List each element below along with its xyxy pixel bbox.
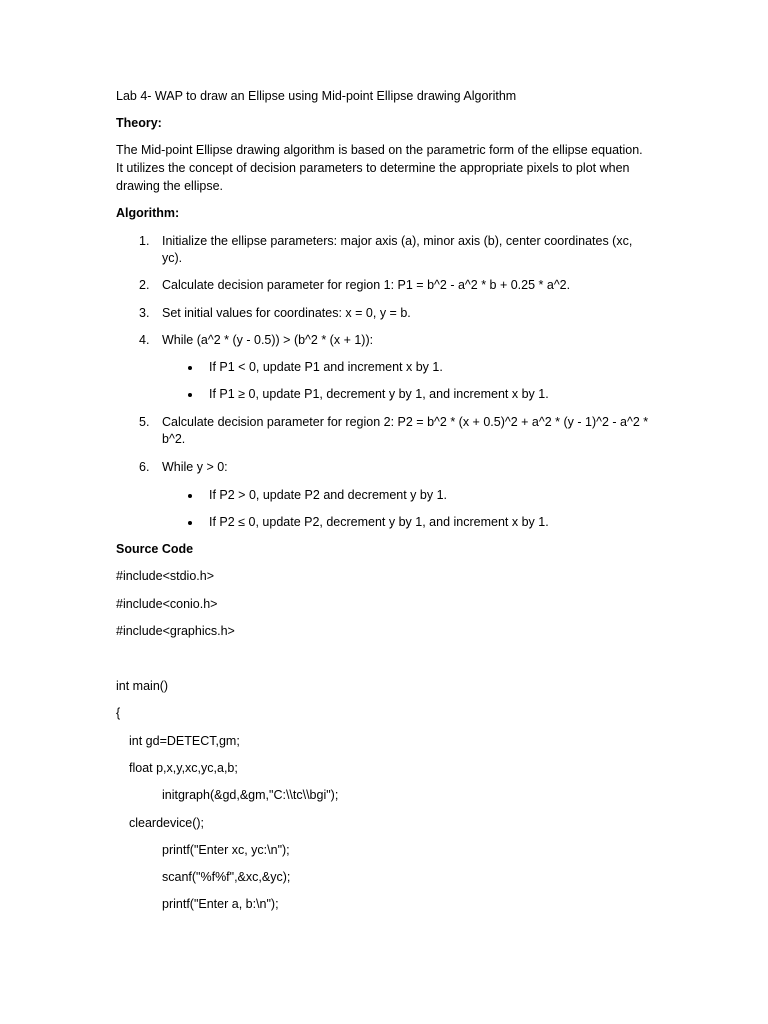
step-number: 5. — [139, 415, 150, 429]
code-line: #include<stdio.h> — [116, 569, 214, 583]
step-number: 1. — [139, 234, 150, 248]
step-number: 4. — [139, 333, 150, 347]
step-text: Initialize the ellipse parameters: major axis (a), minor axis (b), center coordinates (xc, — [162, 234, 633, 248]
step-text-continued: b^2. — [162, 432, 186, 446]
sub-step-text: If P1 < 0, update P1 and increment x by 1. — [209, 360, 443, 374]
code-line: printf("Enter a, b:\n"); — [162, 897, 279, 911]
step-number: 6. — [139, 460, 150, 474]
theory-text-line1: The Mid-point Ellipse drawing algorithm is based on the parametric form of the ellipse equation. — [116, 143, 643, 157]
bullet-icon — [188, 393, 192, 397]
code-line: cleardevice(); — [129, 816, 205, 830]
step-text: While y > 0: — [162, 460, 228, 474]
code-line: #include<graphics.h> — [116, 624, 235, 638]
code-line: int main() — [116, 679, 169, 693]
algorithm-heading: Algorithm: — [116, 206, 180, 220]
code-line: #include<conio.h> — [116, 597, 218, 611]
bullet-icon — [188, 494, 192, 498]
code-line: int gd=DETECT,gm; — [129, 734, 240, 748]
code-line: printf("Enter xc, yc:\n"); — [162, 843, 290, 857]
sub-step-text: If P1 ≥ 0, update P1, decrement y by 1, and increment x by 1. — [209, 387, 549, 401]
code-line: float p,x,y,xc,yc,a,b; — [129, 761, 238, 775]
sub-step-text: If P2 > 0, update P2 and decrement y by 1. — [209, 488, 448, 502]
step-text: Calculate decision parameter for region 2: P2 = b^2 * (x + 0.5)^2 + a^2 * (y - 1)^2 - a^2 * — [162, 415, 649, 429]
bullet-icon — [188, 366, 192, 370]
source-code-heading: Source Code — [116, 542, 194, 556]
step-number: 2. — [139, 278, 150, 292]
code-line: scanf("%f%f",&xc,&yc); — [162, 870, 291, 884]
step-text: Set initial values for coordinates: x = 0, y = b. — [162, 306, 411, 320]
step-number: 3. — [139, 306, 150, 320]
code-line: { — [116, 706, 121, 720]
step-text: Calculate decision parameter for region 1: P1 = b^2 - a^2 * b + 0.25 * a^2. — [162, 278, 571, 292]
page-title: Lab 4- WAP to draw an Ellipse using Mid-point Ellipse drawing Algorithm — [116, 89, 517, 103]
theory-text-line2: It utilizes the concept of decision parameters to determine the appropriate pixels to plot when — [116, 161, 630, 175]
step-text-continued: yc). — [162, 251, 183, 265]
sub-step-text: If P2 ≤ 0, update P2, decrement y by 1, and increment x by 1. — [209, 515, 549, 529]
code-line: initgraph(&gd,&gm,"C:\\tc\\bgi"); — [162, 788, 339, 802]
theory-text-line3: drawing the ellipse. — [116, 179, 224, 193]
theory-heading: Theory: — [116, 116, 162, 130]
bullet-icon — [188, 521, 192, 525]
step-text: While (a^2 * (y - 0.5)) > (b^2 * (x + 1)): — [162, 333, 374, 347]
